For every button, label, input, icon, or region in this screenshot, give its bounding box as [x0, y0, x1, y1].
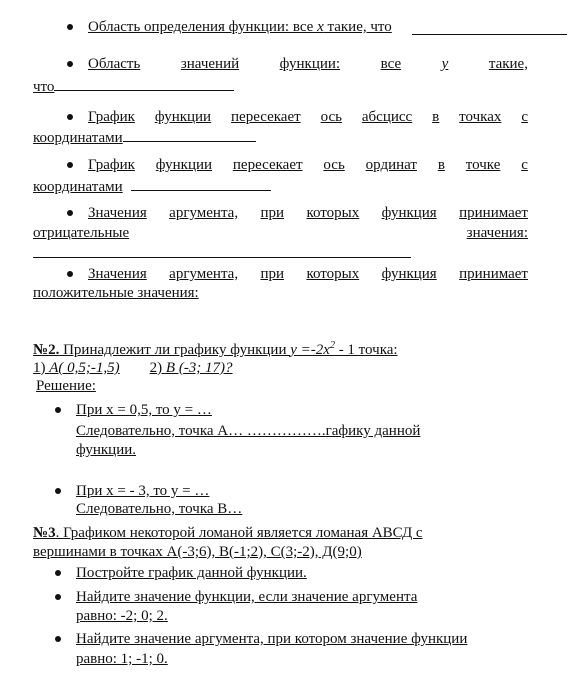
- task2-step1-text: Следовательно, точка А… …………….гафику данной: [76, 423, 421, 439]
- negative-word: Значения: [88, 205, 147, 221]
- range-word: функции:: [279, 56, 341, 72]
- task3-item3-line1: [76, 630, 467, 648]
- task3-item1-text: Постройте график данной функции.: [76, 565, 307, 581]
- task3-item2-line2: [76, 607, 168, 625]
- negative-values-item: [88, 204, 528, 222]
- task3-intro-line2: [33, 543, 362, 561]
- bullet-icon: [67, 271, 73, 277]
- task2-option2-number: 2): [149, 360, 166, 376]
- positive-cont-text: положительные значения:: [33, 285, 199, 301]
- range-answer-blank: [54, 76, 234, 91]
- x-intercept-cont-text: координатами: [33, 130, 123, 146]
- task2-step2-line1: [76, 482, 209, 500]
- negative-answer-line: [33, 257, 411, 258]
- bullet-icon: [55, 488, 61, 494]
- negative-word: аргумента,: [169, 205, 239, 221]
- task2-step1-text: функции.: [76, 442, 136, 458]
- x-intercept-word: функции: [154, 109, 212, 125]
- positive-values-continuation: [33, 284, 199, 302]
- x-intercept-word: в: [432, 109, 440, 125]
- task2-step2-text: При x = - 3, то y = …: [76, 483, 210, 499]
- task3-item3-line2: [76, 650, 168, 668]
- task2-options: [33, 359, 233, 377]
- domain-text-tail: такие, что: [323, 19, 392, 35]
- task2-step1-line2: [76, 422, 420, 440]
- task2-formula-y: y: [290, 342, 297, 358]
- negative-word: которых: [306, 205, 360, 221]
- task3-item3-text: равно: 1; -1; 0.: [76, 651, 168, 667]
- y-intercept-continuation: [33, 176, 271, 196]
- range-cont-text: что: [33, 79, 55, 95]
- range-word: значений: [180, 56, 240, 72]
- task3-item2-text: равно: -2; 0; 2.: [76, 608, 168, 624]
- negative-word: принимает: [459, 205, 528, 221]
- range-variable: y: [441, 56, 449, 72]
- range-item: [88, 55, 528, 73]
- task2-step1-line3: [76, 441, 136, 459]
- y-intercept-answer-blank: [131, 176, 271, 191]
- bullet-icon: [67, 210, 73, 216]
- x-intercept-word: с: [521, 109, 528, 125]
- positive-word: при: [260, 266, 285, 282]
- task3-intro-text: . Графиком некоторой ломаной является ломаная АВСД с: [55, 525, 423, 541]
- task2-option2-point: B (-3; 17)?: [165, 360, 233, 376]
- x-intercept-word: абсцисс: [361, 109, 413, 125]
- domain-text: Область определения функции: все: [88, 19, 318, 35]
- task2-formula: =-2x: [296, 342, 330, 358]
- y-intercept-word: с: [521, 157, 528, 173]
- task2-step1-line1: [76, 401, 212, 419]
- y-intercept-word: пересекает: [232, 157, 303, 173]
- x-intercept-answer-blank: [123, 127, 256, 142]
- range-word: Область: [88, 56, 141, 72]
- x-intercept-word: График: [88, 109, 135, 125]
- solution-label-text: Решение:: [36, 378, 96, 394]
- negative-word: при: [260, 205, 285, 221]
- x-intercept-word: точках: [459, 109, 502, 125]
- range-continuation: [33, 76, 234, 96]
- x-intercept-word: ось: [320, 109, 342, 125]
- positive-word: Значения: [88, 266, 147, 282]
- task2-question: [33, 341, 398, 359]
- range-word: такие,: [488, 56, 528, 72]
- domain-answer-blank: [412, 34, 567, 35]
- bullet-icon: [55, 636, 61, 642]
- y-intercept-item: [88, 156, 528, 174]
- task2-step2-text: Следовательно, точка В…: [76, 501, 243, 517]
- task3-intro-line1: [33, 524, 423, 542]
- bullet-icon: [67, 162, 73, 168]
- task3-item2-line1: [76, 588, 417, 606]
- y-intercept-word: ординат: [365, 157, 417, 173]
- task2-option1-point: A( 0,5;-1,5): [49, 360, 120, 376]
- bullet-icon: [67, 61, 73, 67]
- x-intercept-word: пересекает: [231, 109, 301, 125]
- task3-item3-text: Найдите значение аргумента, при котором значение функции: [76, 631, 468, 647]
- y-intercept-word: ось: [323, 157, 345, 173]
- x-intercept-continuation: [33, 127, 256, 147]
- positive-word: принимает: [459, 266, 528, 282]
- negative-cont-left: отрицательные: [33, 225, 130, 241]
- negative-values-continuation: [33, 224, 528, 242]
- range-word: все: [380, 56, 402, 72]
- task3-item2-text: Найдите значение функции, если значение аргумента: [76, 589, 418, 605]
- y-intercept-word: функции: [155, 157, 213, 173]
- bullet-icon: [55, 570, 61, 576]
- domain-item: [88, 18, 392, 36]
- positive-values-item: [88, 265, 528, 283]
- negative-cont-right: значения:: [466, 225, 528, 241]
- bullet-icon: [67, 114, 73, 120]
- bullet-icon: [55, 407, 61, 413]
- domain-variable: x: [317, 19, 324, 35]
- task2-question-text: Принадлежит ли графику функции: [59, 342, 291, 358]
- positive-word: функция: [381, 266, 437, 282]
- task2-step1-text: При x = 0,5, то y = …: [76, 402, 212, 418]
- x-intercept-item: [88, 108, 528, 126]
- positive-word: аргумента,: [169, 266, 239, 282]
- bullet-icon: [55, 594, 61, 600]
- y-intercept-cont-text: координатами: [33, 179, 123, 195]
- task2-number: №2.: [33, 342, 60, 358]
- task2-formula-tail: - 1 точка:: [334, 342, 398, 358]
- y-intercept-word: точке: [465, 157, 501, 173]
- negative-word: функция: [381, 205, 437, 221]
- solution-label: [36, 377, 96, 395]
- task3-item1: [76, 564, 307, 582]
- y-intercept-word: График: [88, 157, 135, 173]
- task2-option1-number: 1): [33, 360, 50, 376]
- positive-word: которых: [306, 266, 360, 282]
- bullet-icon: [67, 24, 73, 30]
- task3-number: №3: [33, 525, 56, 541]
- y-intercept-word: в: [437, 157, 445, 173]
- task2-step2-line2: [76, 500, 242, 518]
- task2-formula-exponent: 2: [329, 340, 335, 351]
- task3-intro-text: вершинами в точках А(-3;6), В(-1;2), С(3;-2), Д(9;0): [33, 544, 362, 560]
